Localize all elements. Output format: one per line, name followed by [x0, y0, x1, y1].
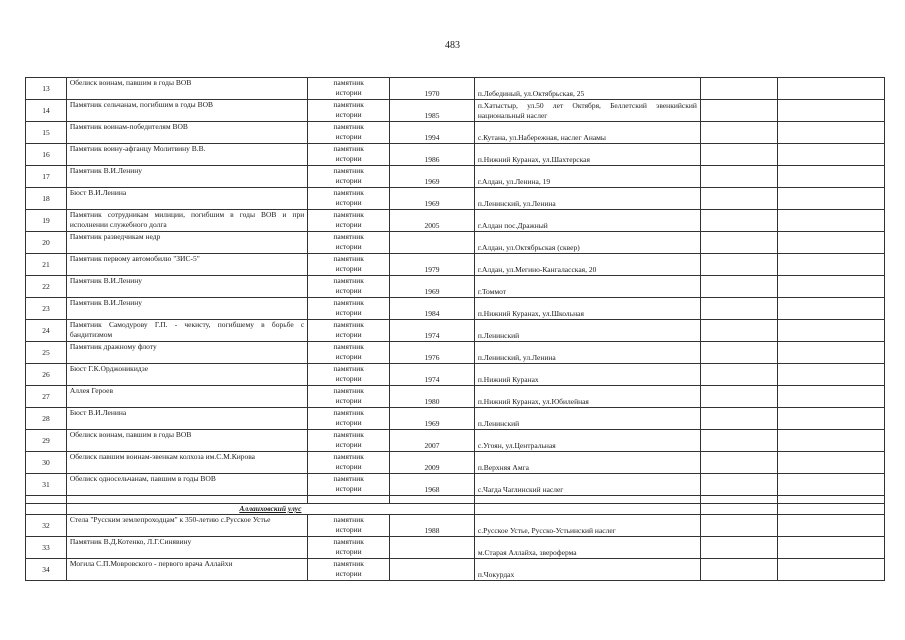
- empty-cell: [777, 122, 884, 144]
- type-line-1: памятник: [333, 276, 364, 285]
- row-number: 31: [26, 474, 67, 496]
- row-number: 34: [26, 559, 67, 581]
- row-number: 27: [26, 386, 67, 408]
- type-line-1: памятник: [333, 364, 364, 373]
- address-cell: с.Угоян, ул.Центральная: [474, 430, 700, 452]
- type-line-1: памятник: [333, 452, 364, 461]
- type-line-2: истории: [335, 525, 362, 534]
- address-cell: п.Ленинский, ул.Ленина: [474, 342, 700, 364]
- year-cell: [390, 232, 475, 254]
- empty-cell: [777, 144, 884, 166]
- monument-name: Обелиск односельчанам, павшим в годы ВОВ: [66, 474, 307, 496]
- type-line-2: истории: [335, 462, 362, 471]
- monument-type: [308, 515, 390, 537]
- monument-name: Бюст Г.К.Орджоникидзе: [66, 364, 307, 386]
- address-cell: п.Ленинский: [474, 408, 700, 430]
- year-cell: 2005: [390, 210, 475, 232]
- table-row: [26, 100, 885, 122]
- row-number: 14: [26, 100, 67, 122]
- year-cell: 1969: [390, 408, 475, 430]
- empty-cell: [700, 342, 777, 364]
- year-cell: 1974: [390, 364, 475, 386]
- empty-cell: [700, 474, 777, 496]
- monument-name: Памятник воинам-победителям ВОВ: [66, 122, 307, 144]
- monument-name: Памятник В.Д.Котенко, Л.Г.Синявину: [66, 537, 307, 559]
- monument-name: Памятник первому автомобилю "ЗИС-5": [66, 254, 307, 276]
- address-cell: г.Алдан, ул.Ленина, 19: [474, 166, 700, 188]
- empty-cell: [777, 78, 884, 100]
- year-cell: 1969: [390, 188, 475, 210]
- empty-cell: [777, 188, 884, 210]
- type-line-1: памятник: [333, 188, 364, 197]
- year-cell: 1986: [390, 144, 475, 166]
- row-number: 33: [26, 537, 67, 559]
- monument-type: [308, 298, 390, 320]
- row-number: 24: [26, 320, 67, 342]
- table-row: [26, 144, 885, 166]
- monument-type: [308, 430, 390, 452]
- monument-name: Обелиск воинам, павшим в годы ВОВ: [66, 430, 307, 452]
- type-line-2: истории: [335, 330, 362, 339]
- monument-type: [308, 559, 390, 581]
- table-row: [26, 78, 885, 100]
- type-line-2: истории: [335, 132, 362, 141]
- empty-cell: [777, 559, 884, 581]
- empty-cell: [700, 232, 777, 254]
- empty-cell: [777, 452, 884, 474]
- table-row: [26, 559, 885, 581]
- monument-type: [308, 408, 390, 430]
- monument-type: [308, 78, 390, 100]
- year-cell: 1976: [390, 342, 475, 364]
- type-line-2: истории: [335, 569, 362, 578]
- empty-cell: [777, 430, 884, 452]
- empty-cell: [777, 504, 884, 515]
- empty-cell: [474, 504, 700, 515]
- type-line-2: истории: [335, 242, 362, 251]
- year-cell: 1984: [390, 298, 475, 320]
- empty-cell: [700, 320, 777, 342]
- table-row: [26, 364, 885, 386]
- type-line-2: истории: [335, 198, 362, 207]
- empty-cell: [777, 474, 884, 496]
- row-number: 18: [26, 188, 67, 210]
- monuments-table: [25, 77, 885, 581]
- address-cell: с.Кутана, ул.Набережная, наслег Анамы: [474, 122, 700, 144]
- year-cell: 1968: [390, 474, 475, 496]
- table-row: [26, 254, 885, 276]
- empty-cell: [700, 166, 777, 188]
- monument-type: [308, 100, 390, 122]
- empty-cell: [700, 78, 777, 100]
- monument-type: [308, 537, 390, 559]
- table-row: [26, 122, 885, 144]
- empty-cell: [308, 496, 390, 504]
- empty-cell: [700, 537, 777, 559]
- monument-type: [308, 144, 390, 166]
- empty-cell: [777, 210, 884, 232]
- address-cell: п.Ленинский: [474, 320, 700, 342]
- type-line-1: памятник: [333, 408, 364, 417]
- empty-cell: [700, 496, 777, 504]
- type-line-2: истории: [335, 154, 362, 163]
- empty-cell: [26, 504, 67, 515]
- type-line-2: истории: [335, 88, 362, 97]
- type-line-1: памятник: [333, 386, 364, 395]
- table-row: [26, 232, 885, 254]
- type-line-2: истории: [335, 176, 362, 185]
- address-cell: г.Алдан, ул.Мегино-Кангаласская, 20: [474, 254, 700, 276]
- address-cell: с.Русское Устье, Русско-Устьинский наслег: [474, 515, 700, 537]
- monument-name: Бюст В.И.Ленина: [66, 188, 307, 210]
- row-number: 28: [26, 408, 67, 430]
- monument-type: [308, 452, 390, 474]
- table-row: [26, 408, 885, 430]
- empty-cell: [777, 232, 884, 254]
- address-cell: м.Старая Аллайха, звероферма: [474, 537, 700, 559]
- table-row: [26, 452, 885, 474]
- table-row: [26, 537, 885, 559]
- monument-name: Памятник дражному флоту: [66, 342, 307, 364]
- address-cell: г.Алдан, ул.Октябрьская (сквер): [474, 232, 700, 254]
- type-line-1: памятник: [333, 515, 364, 524]
- year-cell: 1988: [390, 515, 475, 537]
- empty-cell: [777, 320, 884, 342]
- table-row: [26, 210, 885, 232]
- year-cell: 2009: [390, 452, 475, 474]
- monument-name: Памятник Самодурову Г.П. - чекисту, погибшему в борьбе с бандитизмом: [66, 320, 307, 342]
- year-cell: 1979: [390, 254, 475, 276]
- empty-cell: [777, 166, 884, 188]
- year-cell: [390, 559, 475, 581]
- type-line-1: памятник: [333, 537, 364, 546]
- table-row: [26, 342, 885, 364]
- table-row: [26, 188, 885, 210]
- empty-cell: [700, 515, 777, 537]
- type-line-2: истории: [335, 110, 362, 119]
- monument-name: Могила С.П.Мовровского - первого врача Аллайхи: [66, 559, 307, 581]
- type-line-2: истории: [335, 220, 362, 229]
- monument-type: [308, 232, 390, 254]
- monument-type: [308, 122, 390, 144]
- row-number: 17: [26, 166, 67, 188]
- region-title: Аллаиховский улус: [66, 504, 474, 515]
- address-cell: г.Алдан пос.Дражный: [474, 210, 700, 232]
- year-cell: 1970: [390, 78, 475, 100]
- table-row: [26, 515, 885, 537]
- year-cell: 1994: [390, 122, 475, 144]
- row-number: 25: [26, 342, 67, 364]
- address-cell: п.Лебединый, ул.Октябрьская, 25: [474, 78, 700, 100]
- address-cell: п.Нижний Куранах, ул.Шахтерская: [474, 144, 700, 166]
- type-line-2: истории: [335, 286, 362, 295]
- table-row: [26, 276, 885, 298]
- address-cell: п.Нижний Куранах, ул.Юбилейная: [474, 386, 700, 408]
- row-number: 19: [26, 210, 67, 232]
- row-number: 29: [26, 430, 67, 452]
- empty-cell: [700, 100, 777, 122]
- monument-type: [308, 210, 390, 232]
- empty-cell: [700, 276, 777, 298]
- monument-type: [308, 320, 390, 342]
- row-number: 23: [26, 298, 67, 320]
- row-number: 30: [26, 452, 67, 474]
- empty-cell: [700, 386, 777, 408]
- empty-cell: [700, 188, 777, 210]
- empty-cell: [700, 408, 777, 430]
- type-line-1: памятник: [333, 166, 364, 175]
- type-line-2: истории: [335, 484, 362, 493]
- year-cell: 1985: [390, 100, 475, 122]
- monument-type: [308, 254, 390, 276]
- monument-type: [308, 166, 390, 188]
- year-cell: 1969: [390, 276, 475, 298]
- table-row: [26, 386, 885, 408]
- type-line-2: истории: [335, 396, 362, 405]
- type-line-1: памятник: [333, 232, 364, 241]
- empty-cell: [777, 408, 884, 430]
- row-number: 15: [26, 122, 67, 144]
- table-row: [26, 298, 885, 320]
- type-line-1: памятник: [333, 144, 364, 153]
- type-line-2: истории: [335, 547, 362, 556]
- empty-cell: [777, 276, 884, 298]
- empty-cell: [700, 254, 777, 276]
- page-number: 483: [445, 40, 460, 51]
- empty-cell: [777, 537, 884, 559]
- monument-name: Памятник В.И.Ленину: [66, 276, 307, 298]
- empty-cell: [777, 342, 884, 364]
- type-line-2: истории: [335, 418, 362, 427]
- type-line-2: истории: [335, 264, 362, 273]
- row-number: 21: [26, 254, 67, 276]
- empty-cell: [66, 496, 307, 504]
- year-cell: 1974: [390, 320, 475, 342]
- type-line-2: истории: [335, 352, 362, 361]
- empty-cell: [700, 144, 777, 166]
- type-line-1: памятник: [333, 78, 364, 87]
- monument-name: Обелиск павшим воинам-эвенкам колхоза им.С.М.Кирова: [66, 452, 307, 474]
- monument-name: Стела "Русским землепроходцам" к 350-летию с.Русское Устье: [66, 515, 307, 537]
- row-number: 16: [26, 144, 67, 166]
- monument-name: Памятник сотрудникам милиции, погибшим в годы ВОВ и при исполнении служебного долга: [66, 210, 307, 232]
- monument-type: [308, 474, 390, 496]
- empty-cell: [700, 210, 777, 232]
- type-line-2: истории: [335, 374, 362, 383]
- empty-cell: [474, 496, 700, 504]
- address-cell: с.Чагда Чаглинский наслег: [474, 474, 700, 496]
- empty-cell: [777, 364, 884, 386]
- address-cell: п.Верхняя Амга: [474, 452, 700, 474]
- row-number: 20: [26, 232, 67, 254]
- address-cell: п.Хатыстыр, ул.50 лет Октября, Беллетский эвенкийский национальный наслег: [474, 100, 700, 122]
- monument-name: Памятник сельчанам, погибшим в годы ВОВ: [66, 100, 307, 122]
- empty-cell: [777, 496, 884, 504]
- empty-cell: [700, 559, 777, 581]
- table-row: [26, 474, 885, 496]
- row-number: 32: [26, 515, 67, 537]
- year-cell: 2007: [390, 430, 475, 452]
- blank-row: [26, 496, 885, 504]
- type-line-1: памятник: [333, 474, 364, 483]
- empty-cell: [700, 298, 777, 320]
- table-row: [26, 320, 885, 342]
- monument-name: Памятник разведчикам недр: [66, 232, 307, 254]
- year-cell: 1980: [390, 386, 475, 408]
- empty-cell: [777, 386, 884, 408]
- monument-type: [308, 276, 390, 298]
- type-line-2: истории: [335, 308, 362, 317]
- row-number: 22: [26, 276, 67, 298]
- type-line-1: памятник: [333, 298, 364, 307]
- address-cell: п.Нижний Куранах: [474, 364, 700, 386]
- monument-type: [308, 364, 390, 386]
- empty-cell: [26, 496, 67, 504]
- year-cell: [390, 537, 475, 559]
- table-row: [26, 430, 885, 452]
- monument-type: [308, 386, 390, 408]
- empty-cell: [700, 122, 777, 144]
- type-line-2: истории: [335, 440, 362, 449]
- type-line-1: памятник: [333, 342, 364, 351]
- address-cell: п.Чокурдах: [474, 559, 700, 581]
- monument-type: [308, 342, 390, 364]
- empty-cell: [777, 100, 884, 122]
- address-cell: г.Томмот: [474, 276, 700, 298]
- empty-cell: [700, 364, 777, 386]
- row-number: 13: [26, 78, 67, 100]
- type-line-1: памятник: [333, 210, 364, 219]
- row-number: 26: [26, 364, 67, 386]
- monument-name: Обелиск воинам, павшим в годы ВОВ: [66, 78, 307, 100]
- monument-type: [308, 188, 390, 210]
- monument-name: Бюст В.И.Ленина: [66, 408, 307, 430]
- address-cell: п.Нижний Куранах, ул.Школьная: [474, 298, 700, 320]
- empty-cell: [777, 298, 884, 320]
- empty-cell: [390, 496, 475, 504]
- monument-name: Памятник воину-афганцу Молитвину В.В.: [66, 144, 307, 166]
- empty-cell: [777, 515, 884, 537]
- type-line-1: памятник: [333, 254, 364, 263]
- monument-name: Памятник В.И.Ленину: [66, 166, 307, 188]
- empty-cell: [700, 452, 777, 474]
- empty-cell: [700, 430, 777, 452]
- table-row: [26, 166, 885, 188]
- type-line-1: памятник: [333, 320, 364, 329]
- address-cell: п.Ленинский, ул.Ленина: [474, 188, 700, 210]
- monument-name: Аллея Героев: [66, 386, 307, 408]
- type-line-1: памятник: [333, 100, 364, 109]
- empty-cell: [700, 504, 777, 515]
- monument-name: Памятник В.И.Ленину: [66, 298, 307, 320]
- year-cell: 1969: [390, 166, 475, 188]
- type-line-1: памятник: [333, 430, 364, 439]
- type-line-1: памятник: [333, 122, 364, 131]
- empty-cell: [777, 254, 884, 276]
- type-line-1: памятник: [333, 559, 364, 568]
- region-row: [26, 504, 885, 515]
